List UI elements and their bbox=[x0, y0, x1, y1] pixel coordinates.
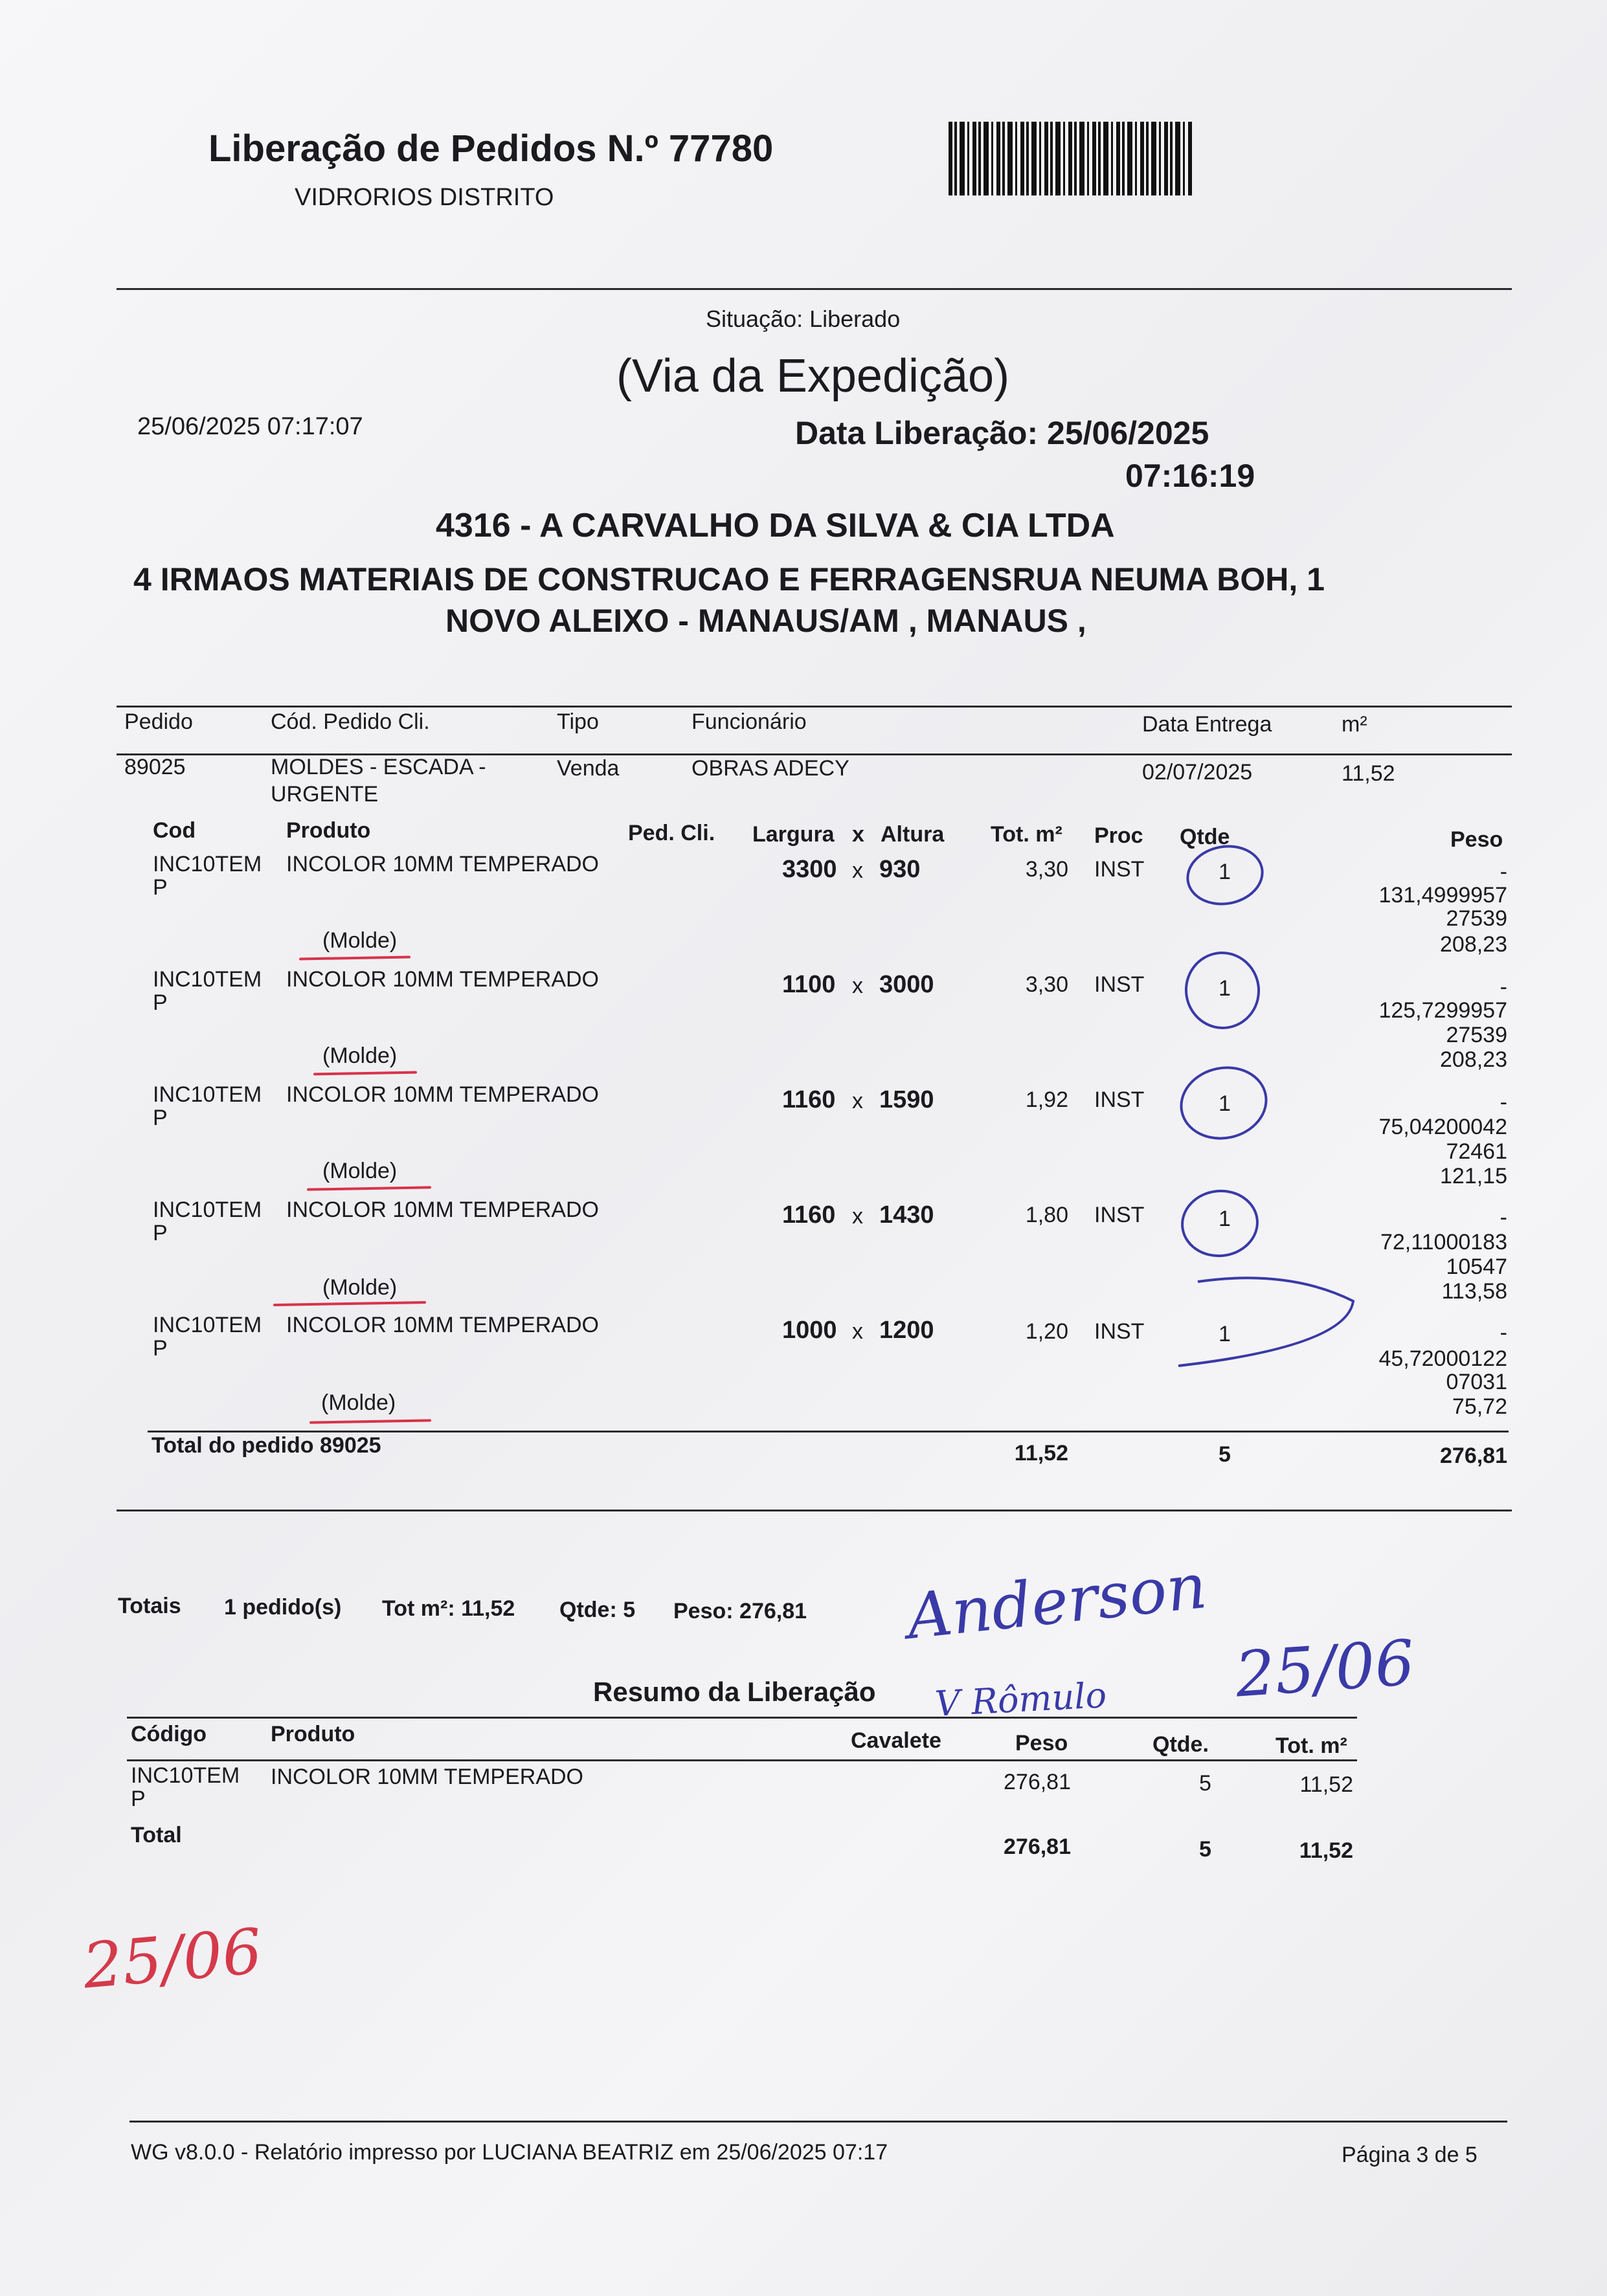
row-tot-m2: 1,20 bbox=[1025, 1319, 1068, 1344]
col-largura: Largura bbox=[752, 822, 835, 847]
row-peso: 125,7299957 bbox=[1378, 998, 1507, 1023]
row-produto: INCOLOR 10MM TEMPERADO bbox=[286, 967, 600, 992]
col-qtde: Qtde bbox=[1180, 825, 1230, 849]
row-molde: (Molde) bbox=[322, 1159, 398, 1183]
row-altura: 930 bbox=[879, 856, 921, 883]
summary-top-line bbox=[127, 1717, 1357, 1719]
row-qtde: 1 bbox=[1219, 976, 1231, 1001]
label-tipo: Tipo bbox=[557, 709, 599, 734]
footer-page-number: Página 3 de 5 bbox=[1342, 2143, 1478, 2167]
summary-title: Resumo da Liberação bbox=[593, 1677, 876, 1707]
label-m2: m² bbox=[1342, 712, 1367, 737]
value-pedido: 89025 bbox=[124, 755, 186, 779]
row-peso: 131,4999957 bbox=[1378, 883, 1507, 908]
red-underline-mark bbox=[309, 1419, 431, 1423]
label-data-entrega: Data Entrega bbox=[1142, 712, 1272, 737]
row-produto: INCOLOR 10MM TEMPERADO bbox=[286, 852, 600, 876]
pen-circle-marks bbox=[1152, 829, 1411, 1424]
col-cod: Cod bbox=[153, 818, 196, 843]
row-largura: 3300 bbox=[782, 856, 837, 883]
summary-qtde: 5 bbox=[1199, 1771, 1211, 1796]
order-total-qtde: 5 bbox=[1219, 1442, 1231, 1467]
pen-circle bbox=[1181, 948, 1263, 1032]
row-peso-dash: - bbox=[1500, 1205, 1507, 1230]
row-proc: INST bbox=[1094, 972, 1145, 997]
row-produto: INCOLOR 10MM TEMPERADO bbox=[286, 1082, 600, 1107]
client-address-2: NOVO ALEIXO - MANAUS/AM , MANAUS , bbox=[445, 603, 1086, 639]
row-x: x bbox=[852, 858, 863, 883]
document-title: Liberação de Pedidos N.º 77780 bbox=[208, 128, 774, 170]
label-pedido: Pedido bbox=[124, 709, 193, 734]
release-date: Data Liberação: 25/06/2025 bbox=[795, 415, 1209, 451]
row-peso: 75,04200042 bbox=[1378, 1115, 1507, 1139]
col-altura: Altura bbox=[881, 822, 945, 847]
col-tot-m2: Tot. m² bbox=[991, 822, 1062, 847]
summary-total-peso: 276,81 bbox=[1004, 1834, 1071, 1859]
summary-produto: INCOLOR 10MM TEMPERADO bbox=[271, 1765, 584, 1789]
row-peso-dash: - bbox=[1500, 860, 1507, 884]
row-tot-m2: 1,80 bbox=[1025, 1203, 1068, 1227]
copy-type: (Via da Expedição) bbox=[616, 350, 1010, 402]
row-cod: INC10TEM bbox=[153, 852, 262, 876]
summary-total-tot-m2: 11,52 bbox=[1299, 1838, 1353, 1863]
label-funcionario: Funcionário bbox=[691, 709, 807, 734]
row-molde: (Molde) bbox=[321, 1390, 396, 1415]
col-produto: Produto bbox=[286, 818, 371, 843]
row-largura: 1160 bbox=[782, 1201, 836, 1229]
summary-total-qtde: 5 bbox=[1199, 1837, 1211, 1862]
order-total-peso: 276,81 bbox=[1440, 1443, 1507, 1468]
row-qtde: 1 bbox=[1219, 1091, 1231, 1116]
row-cod-suffix: P bbox=[153, 1221, 168, 1245]
value-tipo: Venda bbox=[557, 756, 620, 781]
row-tot-m2: 3,30 bbox=[1025, 857, 1068, 882]
client-name: 4316 - A CARVALHO DA SILVA & CIA LTDA bbox=[436, 507, 1115, 544]
release-time: 07:16:19 bbox=[1125, 458, 1255, 494]
row-cod: INC10TEM bbox=[153, 1082, 262, 1107]
row-altura: 3000 bbox=[879, 971, 934, 998]
row-cod: INC10TEM bbox=[153, 1198, 262, 1222]
handwritten-date-red: 25/06 bbox=[80, 1915, 265, 2003]
col-peso: Peso bbox=[1450, 827, 1503, 852]
red-underline-mark bbox=[313, 1071, 417, 1076]
summary-col-cavalete: Cavalete bbox=[851, 1728, 941, 1753]
handwritten-date-blue: 25/06 bbox=[1233, 1626, 1417, 1711]
row-molde: (Molde) bbox=[322, 928, 398, 953]
col-ped-cli: Ped. Cli. bbox=[628, 821, 715, 845]
summary-tot-m2: 11,52 bbox=[1299, 1772, 1353, 1797]
row-proc: INST bbox=[1094, 1087, 1145, 1112]
pen-circle bbox=[1183, 841, 1267, 910]
pen-circle bbox=[1174, 1060, 1273, 1146]
row-peso-cont: 27539 bbox=[1446, 1023, 1507, 1047]
row-peso-cont: 10547 bbox=[1446, 1254, 1507, 1279]
summary-col-peso: Peso bbox=[1015, 1731, 1068, 1755]
summary-col-produto: Produto bbox=[271, 1722, 355, 1746]
row-proc: INST bbox=[1094, 1203, 1145, 1227]
row-x: x bbox=[852, 1319, 863, 1344]
row-x: x bbox=[852, 1089, 863, 1113]
col-x: x bbox=[852, 822, 864, 847]
row-peso-dash: - bbox=[1500, 975, 1507, 999]
row-tot-m2: 3,30 bbox=[1025, 972, 1068, 997]
header-divider bbox=[117, 288, 1512, 290]
row-cod-suffix: P bbox=[153, 1336, 168, 1361]
row-largura: 1100 bbox=[782, 971, 836, 998]
row-largura: 1160 bbox=[782, 1086, 836, 1113]
value-m2: 11,52 bbox=[1342, 761, 1395, 786]
row-altura: 1590 bbox=[879, 1086, 934, 1113]
row-cod: INC10TEM bbox=[153, 967, 262, 992]
row-cod-suffix: P bbox=[153, 1106, 168, 1130]
row-x: x bbox=[852, 1204, 863, 1229]
row-qtde: 1 bbox=[1219, 1322, 1231, 1346]
row-peso-dash: - bbox=[1500, 1090, 1507, 1115]
row-peso: 45,72000122 bbox=[1378, 1346, 1507, 1371]
row-largura: 1000 bbox=[782, 1317, 837, 1344]
barcode bbox=[949, 122, 1192, 195]
red-underline-mark bbox=[273, 1301, 426, 1306]
row-peso-total: 121,15 bbox=[1440, 1164, 1507, 1188]
summary-total-label: Total bbox=[131, 1823, 182, 1847]
order-total-m2: 11,52 bbox=[1014, 1441, 1068, 1466]
label-cod-pedido-cli: Cód. Pedido Cli. bbox=[271, 709, 430, 734]
col-proc: Proc bbox=[1094, 823, 1143, 848]
value-cod-pedido-cli-1: MOLDES - ESCADA - bbox=[271, 755, 486, 779]
row-cod-suffix: P bbox=[153, 990, 168, 1015]
row-peso-cont: 27539 bbox=[1446, 906, 1507, 931]
summary-col-tot-m2: Tot. m² bbox=[1275, 1733, 1347, 1758]
red-underline-mark bbox=[307, 1186, 431, 1190]
red-underline-mark bbox=[299, 955, 410, 960]
row-tot-m2: 1,92 bbox=[1025, 1087, 1068, 1112]
totals-peso: Peso: 276,81 bbox=[673, 1599, 807, 1623]
row-peso-total: 75,72 bbox=[1452, 1394, 1507, 1419]
summary-peso: 276,81 bbox=[1004, 1770, 1071, 1794]
totals-qtde: Qtde: 5 bbox=[559, 1598, 636, 1622]
row-cod-suffix: P bbox=[153, 875, 168, 900]
row-molde: (Molde) bbox=[322, 1043, 398, 1068]
value-cod-pedido-cli-2: URGENTE bbox=[271, 782, 379, 807]
branch-name: VIDRORIOS DISTRITO bbox=[295, 184, 554, 211]
value-funcionario: OBRAS ADECY bbox=[691, 756, 849, 781]
row-proc: INST bbox=[1094, 857, 1145, 882]
row-qtde: 1 bbox=[1219, 1207, 1231, 1231]
row-peso: 72,11000183 bbox=[1380, 1230, 1507, 1254]
order-top-line bbox=[117, 706, 1512, 708]
totals-m2: Tot m²: 11,52 bbox=[382, 1596, 515, 1621]
row-qtde: 1 bbox=[1219, 860, 1231, 884]
row-produto: INCOLOR 10MM TEMPERADO bbox=[286, 1198, 600, 1222]
row-produto: INCOLOR 10MM TEMPERADO bbox=[286, 1313, 600, 1337]
footer-printed-by: WG v8.0.0 - Relatório impresso por LUCIANA BEATRIZ em 25/06/2025 07:17 bbox=[131, 2140, 888, 2165]
value-data-entrega: 02/07/2025 bbox=[1142, 760, 1253, 785]
totals-orders: 1 pedido(s) bbox=[224, 1595, 342, 1620]
status-text: Situação: Liberado bbox=[706, 306, 901, 332]
summary-codigo: INC10TEM bbox=[131, 1763, 240, 1788]
row-molde: (Molde) bbox=[322, 1275, 398, 1300]
row-altura: 1430 bbox=[879, 1201, 934, 1229]
row-x: x bbox=[852, 974, 863, 998]
row-proc: INST bbox=[1094, 1319, 1145, 1344]
row-peso-cont: 72461 bbox=[1446, 1139, 1507, 1164]
client-address-1: 4 IRMAOS MATERIAIS DE CONSTRUCAO E FERRAGENSRUA NEUMA BOH, 1 bbox=[133, 561, 1325, 597]
total-line bbox=[148, 1431, 1509, 1432]
pen-loop bbox=[1178, 1278, 1353, 1366]
order-total-label: Total do pedido 89025 bbox=[152, 1433, 381, 1458]
summary-codigo-suffix: P bbox=[131, 1787, 146, 1811]
row-peso-dash: - bbox=[1500, 1321, 1507, 1345]
section-divider bbox=[117, 1510, 1512, 1511]
row-peso-total: 208,23 bbox=[1440, 1047, 1507, 1072]
handwritten-initials: V Rômulo bbox=[934, 1675, 1108, 1724]
summary-col-codigo: Código bbox=[131, 1722, 207, 1746]
row-cod: INC10TEM bbox=[153, 1313, 262, 1337]
row-peso-total: 208,23 bbox=[1440, 932, 1507, 957]
row-altura: 1200 bbox=[879, 1317, 934, 1344]
print-timestamp: 25/06/2025 07:17:07 bbox=[137, 413, 363, 440]
footer-divider bbox=[129, 2121, 1507, 2123]
totals-label: Totais bbox=[118, 1594, 181, 1618]
pen-circle bbox=[1179, 1187, 1261, 1260]
summary-mid-line bbox=[127, 1759, 1357, 1761]
row-peso-total: 113,58 bbox=[1441, 1279, 1507, 1304]
row-peso-cont: 07031 bbox=[1446, 1370, 1507, 1394]
handwritten-signature: Anderson bbox=[903, 1550, 1210, 1653]
summary-col-qtde: Qtde. bbox=[1152, 1732, 1209, 1757]
